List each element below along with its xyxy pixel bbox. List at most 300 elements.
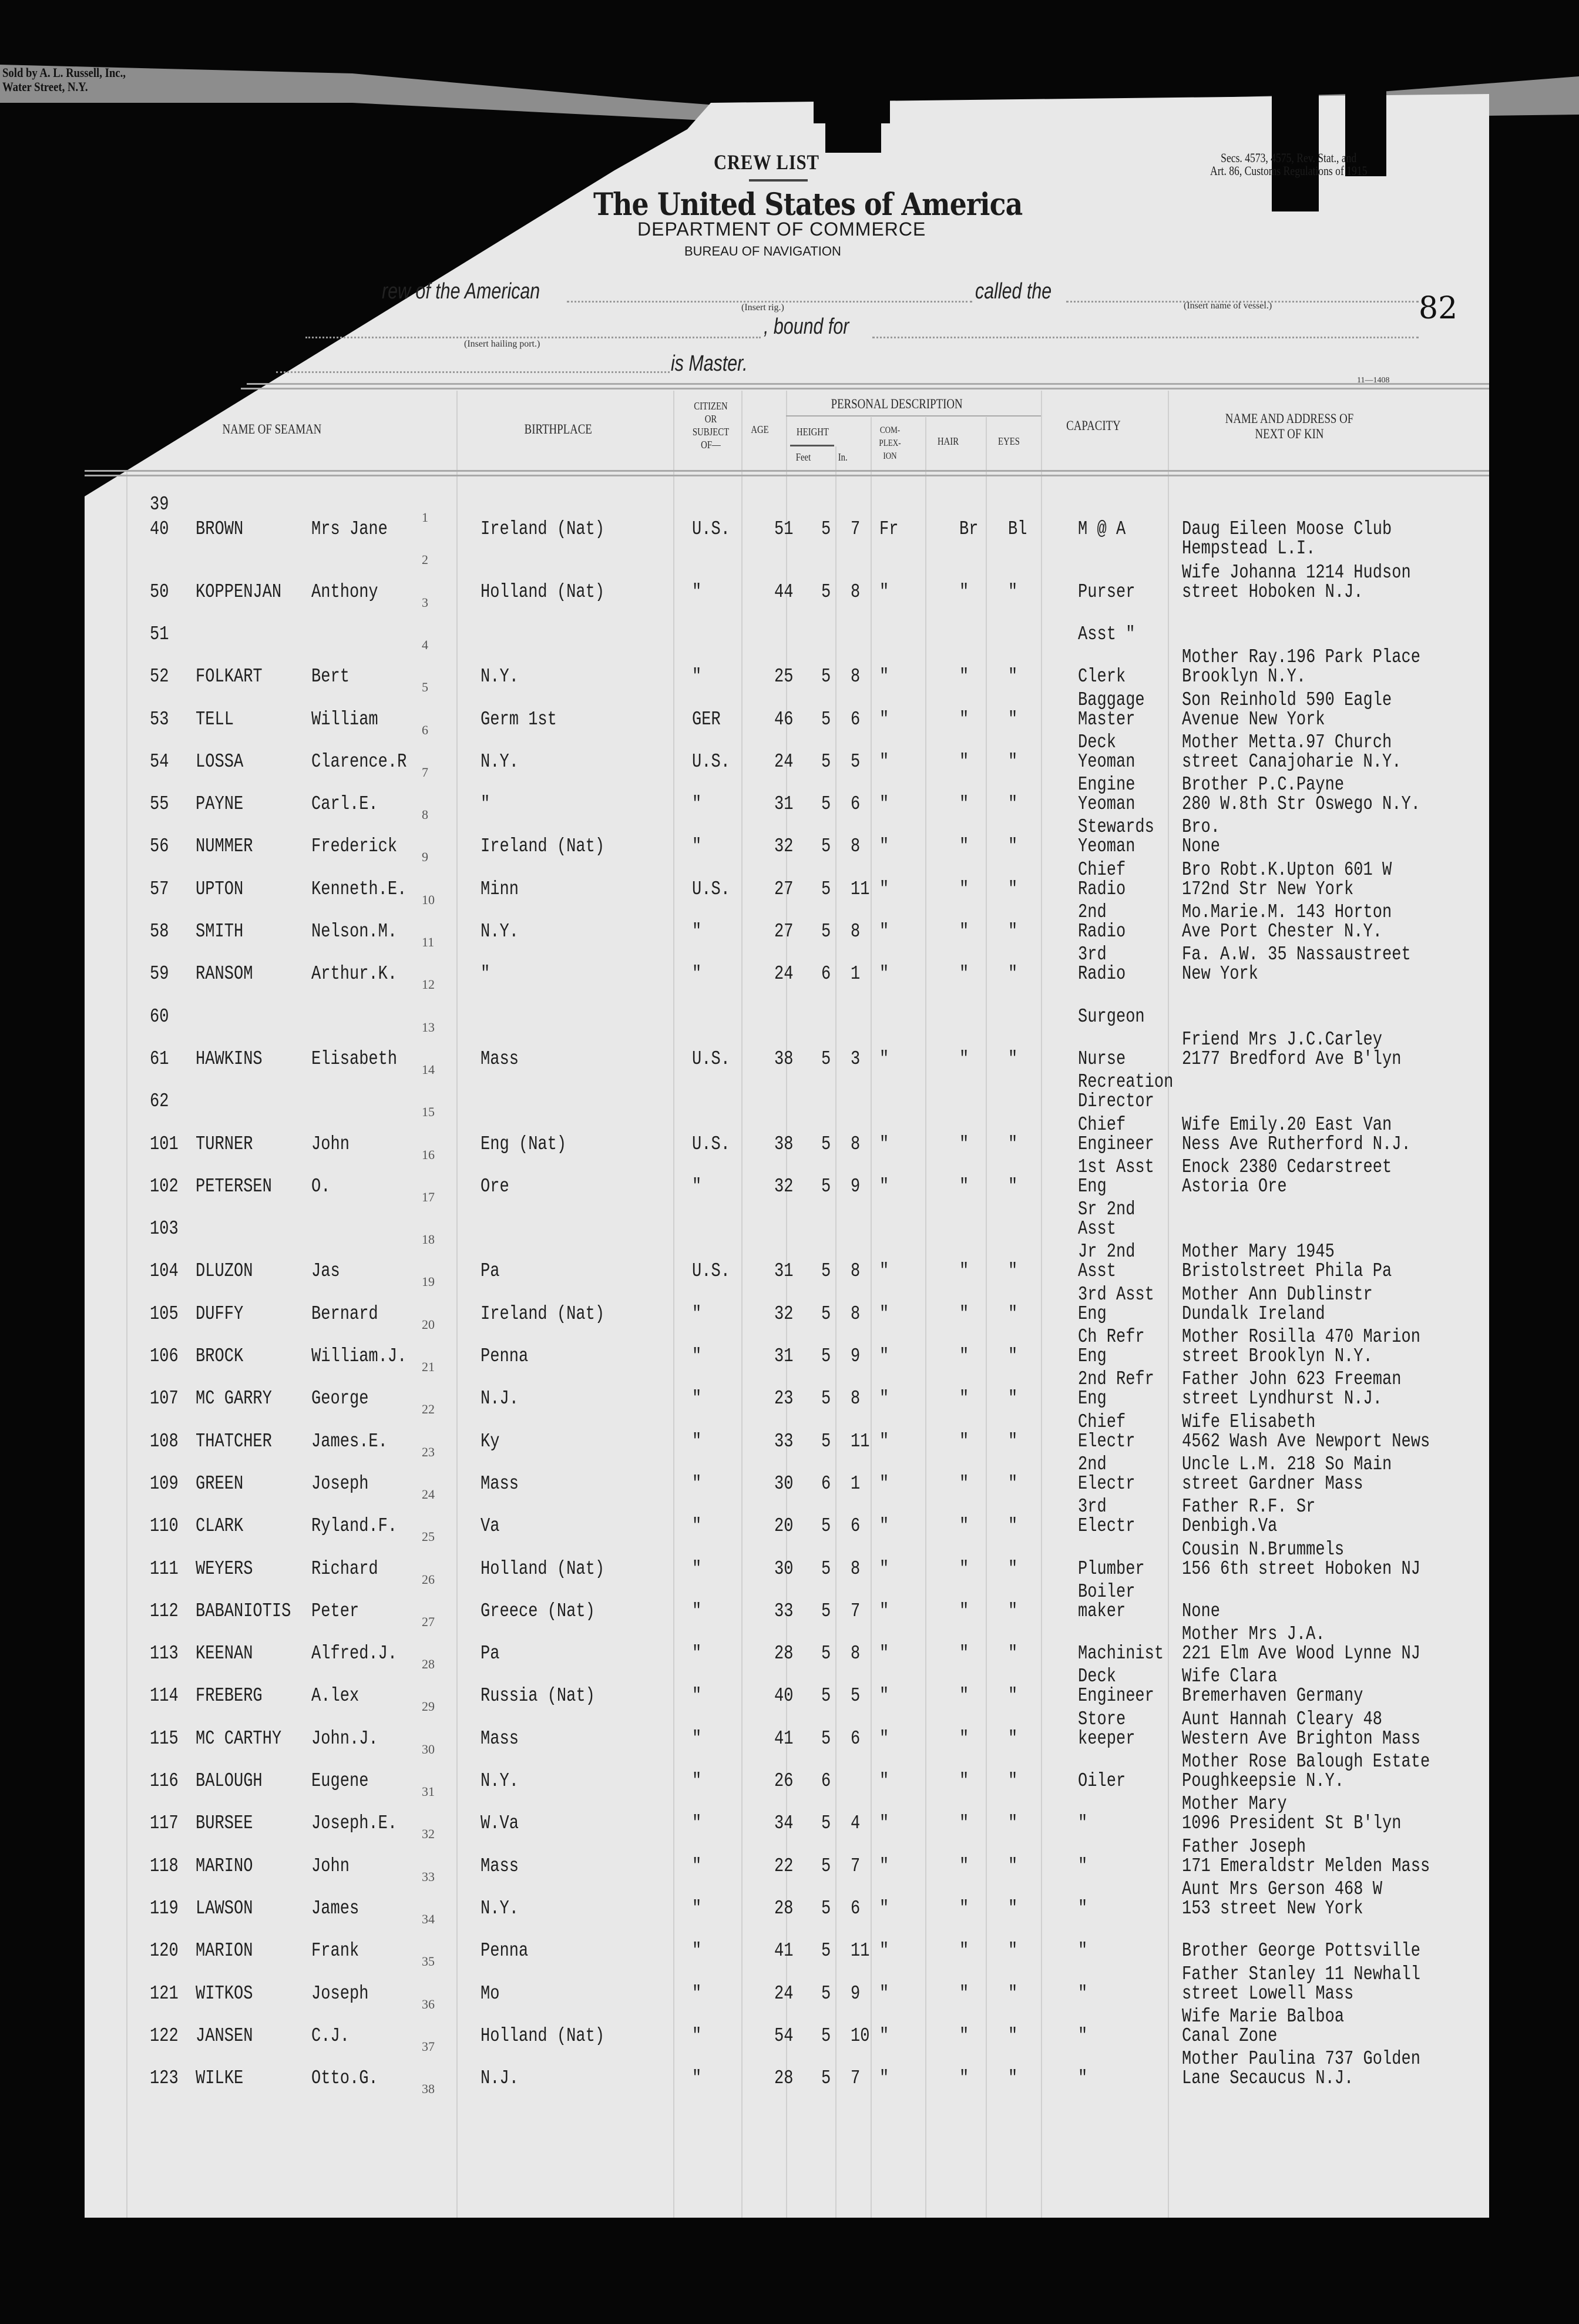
line-number: 17: [422, 1189, 435, 1204]
hair-cell: ": [959, 1812, 969, 1835]
header-bottom-rule: [85, 475, 1489, 476]
next-of-kin-cell: Uncle L.M. 218 So Main: [1182, 1453, 1392, 1475]
page-number: 82: [1419, 291, 1458, 326]
inches-cell: 6: [851, 1897, 861, 1919]
next-of-kin-cell: Aunt Mrs Gerson 468 W: [1182, 1878, 1383, 1900]
next-of-kin-cell: 221 Elm Ave Wood Lynne NJ: [1182, 1643, 1420, 1665]
next-of-kin-cell: 172nd Str New York: [1182, 878, 1354, 900]
complexion-cell: ": [879, 1600, 889, 1622]
capacity-cell: Engineer: [1078, 1685, 1154, 1707]
citizen-cell: GER: [692, 708, 721, 730]
birthplace-cell: Holland (Nat): [481, 2024, 605, 2047]
sequence-number: 107: [150, 1388, 179, 1410]
complexion-cell: ": [879, 666, 889, 688]
personal-description-rule: [786, 415, 1041, 417]
statute-line: Art. 86, Customs Regulations of 1915: [1210, 163, 1368, 178]
hair-cell: ": [959, 1345, 969, 1367]
complexion-cell: ": [879, 1302, 889, 1325]
surname-cell: MC CARTHY: [196, 1727, 282, 1749]
citizen-cell: U.S.: [692, 518, 730, 540]
feet-cell: 5: [821, 580, 831, 603]
eyes-cell: ": [1008, 1175, 1018, 1197]
feet-cell: 5: [821, 2067, 831, 2090]
surname-cell: DUFFY: [196, 1302, 244, 1325]
feet-cell: 5: [821, 1260, 831, 1282]
capacity-cell: Yeoman: [1078, 793, 1135, 815]
capacity-cell: 3rd: [1078, 943, 1107, 966]
capacity-cell: Chief: [1078, 858, 1126, 881]
eyes-cell: ": [1008, 1812, 1018, 1835]
next-of-kin-cell: New York: [1182, 963, 1258, 985]
surname-cell: FREBERG: [196, 1685, 263, 1707]
inches-cell: 7: [851, 1855, 861, 1877]
capacity-cell: Deck: [1078, 731, 1116, 753]
complexion-cell: ": [879, 580, 889, 603]
birthplace-cell: W.Va: [481, 1812, 519, 1835]
given-cell: Joseph.E.: [311, 1812, 398, 1835]
age-cell: 31: [774, 1345, 794, 1367]
next-of-kin-cell: Mother Paulina 737 Golden: [1182, 2048, 1420, 2070]
given-cell: John: [311, 1133, 350, 1155]
given-cell: James.E.: [311, 1430, 388, 1452]
citizen-cell: ": [692, 963, 702, 985]
complexion-cell: Fr: [879, 518, 899, 540]
form-code: 11—1408: [1357, 376, 1390, 385]
capacity-cell: Baggage: [1078, 689, 1145, 711]
next-of-kin-cell: Mother Ann Dublinstr: [1182, 1283, 1373, 1305]
next-of-kin-cell: None: [1182, 835, 1220, 858]
hair-cell: ": [959, 666, 969, 688]
capacity-cell: Engineer: [1078, 1133, 1154, 1155]
next-of-kin-cell: Lane Secaucus N.J.: [1182, 2067, 1354, 2090]
eyes-cell: Bl: [1008, 518, 1027, 540]
next-of-kin-cell: Canal Zone: [1182, 2024, 1278, 2047]
sequence-number: 104: [150, 1260, 179, 1282]
line-number: 7: [422, 764, 428, 780]
citizen-cell: ": [692, 1643, 702, 1665]
birthplace-cell: Ireland (Nat): [481, 835, 605, 858]
eyes-cell: ": [1008, 1940, 1018, 1962]
column-divider: [1168, 391, 1169, 2218]
line-number: 19: [422, 1274, 435, 1289]
sequence-number: 102: [150, 1175, 179, 1197]
surname-cell: PETERSEN: [196, 1175, 272, 1197]
birthplace-cell: Holland (Nat): [481, 1557, 605, 1580]
header-line: SUBJECT: [692, 426, 730, 438]
column-header-hair: HAIR: [937, 435, 959, 447]
hair-cell: ": [959, 1770, 969, 1792]
capacity-cell: Purser: [1078, 580, 1135, 603]
feet-cell: 5: [821, 878, 831, 900]
next-of-kin-cell: 153 street New York: [1182, 1897, 1363, 1919]
surname-cell: GREEN: [196, 1472, 244, 1495]
line-number: 14: [422, 1062, 435, 1077]
complexion-cell: ": [879, 793, 889, 815]
divider: [749, 179, 808, 182]
next-of-kin-cell: Father Joseph: [1182, 1835, 1306, 1858]
line-number: 24: [422, 1486, 435, 1502]
printer-imprint: [2, 66, 126, 94]
birthplace-cell: Ireland (Nat): [481, 1302, 605, 1325]
eyes-cell: ": [1008, 1727, 1018, 1749]
capacity-cell: Asst: [1078, 1218, 1116, 1240]
birthplace-cell: Ky: [481, 1430, 500, 1452]
feet-cell: 5: [821, 1515, 831, 1537]
citizen-cell: U.S.: [692, 1047, 730, 1070]
sequence-number: 53: [150, 708, 169, 730]
next-of-kin-cell: Father John 623 Freeman: [1182, 1368, 1402, 1391]
feet-cell: 5: [821, 1388, 831, 1410]
eyes-cell: ": [1008, 1897, 1018, 1919]
surname-cell: DLUZON: [196, 1260, 253, 1282]
next-of-kin-cell: street Gardner Mass: [1182, 1472, 1363, 1495]
capacity-cell: 3rd: [1078, 1496, 1107, 1518]
complexion-cell: ": [879, 1430, 889, 1452]
eyes-cell: ": [1008, 1302, 1018, 1325]
eyes-cell: ": [1008, 1133, 1018, 1155]
complexion-cell: ": [879, 2024, 889, 2047]
inches-cell: 8: [851, 580, 861, 603]
hair-cell: ": [959, 750, 969, 773]
next-of-kin-cell: Bro Robt.K.Upton 601 W: [1182, 858, 1392, 881]
sequence-number: 114: [150, 1685, 179, 1707]
header-line: NEXT OF KIN: [1255, 426, 1324, 441]
next-of-kin-cell: street Lyndhurst N.J.: [1182, 1388, 1383, 1410]
citizen-cell: ": [692, 1515, 702, 1537]
citizen-cell: ": [692, 1727, 702, 1749]
citizen-cell: U.S.: [692, 1133, 730, 1155]
surname-cell: WEYERS: [196, 1557, 253, 1580]
next-of-kin-cell: Wife Elisabeth: [1182, 1410, 1316, 1433]
complexion-cell: ": [879, 1770, 889, 1792]
complexion-cell: ": [879, 1515, 889, 1537]
birthplace-cell: N.Y.: [481, 1897, 519, 1919]
next-of-kin-cell: Father R.F. Sr: [1182, 1496, 1316, 1518]
capacity-cell: 2nd: [1078, 901, 1107, 923]
crew-of-label: rew of the American: [382, 279, 540, 304]
given-cell: Joseph: [311, 1982, 369, 2004]
hair-cell: ": [959, 2024, 969, 2047]
birthplace-cell: Ore: [481, 1175, 509, 1197]
header-line: PLEX-: [879, 438, 901, 448]
next-of-kin-cell: 280 W.8th Str Oswego N.Y.: [1182, 793, 1420, 815]
line-number: 21: [422, 1359, 435, 1374]
surname-cell: KOPPENJAN: [196, 580, 282, 603]
birthplace-cell: Va: [481, 1515, 500, 1537]
given-cell: O.: [311, 1175, 331, 1197]
inches-cell: 6: [851, 708, 861, 730]
given-cell: Otto.G.: [311, 2067, 378, 2090]
eyes-cell: ": [1008, 2067, 1018, 2090]
header-line: OR: [704, 413, 717, 425]
line-number: 2: [422, 552, 428, 567]
feet-cell: 5: [821, 1855, 831, 1877]
hair-cell: ": [959, 1727, 969, 1749]
citizen-cell: ": [692, 1557, 702, 1580]
citizen-cell: ": [692, 1940, 702, 1962]
capacity-cell: Surgeon: [1078, 1005, 1145, 1027]
column-header-personal-description: PERSONAL DESCRIPTION: [831, 397, 963, 411]
surname-cell: KEENAN: [196, 1643, 253, 1665]
given-cell: Arthur.K.: [311, 963, 398, 985]
complexion-cell: ": [879, 1897, 889, 1919]
complexion-cell: ": [879, 708, 889, 730]
next-of-kin-cell: 1096 President St B'lyn: [1182, 1812, 1402, 1835]
birthplace-cell: Holland (Nat): [481, 580, 605, 603]
eyes-cell: ": [1008, 750, 1018, 773]
hair-cell: ": [959, 1643, 969, 1665]
complexion-cell: ": [879, 750, 889, 773]
capacity-cell: Deck: [1078, 1665, 1116, 1688]
feet-cell: 5: [821, 1345, 831, 1367]
sequence-number: 116: [150, 1770, 179, 1792]
eyes-cell: ": [1008, 708, 1018, 730]
capacity-cell: Radio: [1078, 921, 1126, 942]
capacity-cell: ": [1078, 1855, 1088, 1877]
inches-cell: 1: [851, 1472, 861, 1495]
hailing-port-field: [305, 337, 761, 338]
sequence-number: 57: [150, 878, 169, 900]
header-line: OF—: [701, 439, 721, 451]
sequence-number: 39: [150, 493, 169, 515]
capacity-cell: Eng: [1078, 1345, 1107, 1367]
eyes-cell: ": [1008, 1855, 1018, 1877]
age-cell: 41: [774, 1727, 794, 1749]
capacity-cell: Eng: [1078, 1302, 1107, 1325]
eyes-cell: ": [1008, 1770, 1018, 1792]
column-header-next-of-kin: [1210, 411, 1369, 442]
inches-cell: 8: [851, 1643, 861, 1665]
complexion-cell: ": [879, 878, 889, 900]
age-cell: 38: [774, 1047, 794, 1070]
age-cell: 27: [774, 878, 794, 900]
citizen-cell: ": [692, 1302, 702, 1325]
citizen-cell: ": [692, 1812, 702, 1835]
capacity-cell: Asst ": [1078, 623, 1135, 645]
next-of-kin-cell: Mother Metta.97 Church: [1182, 731, 1392, 753]
citizen-cell: ": [692, 921, 702, 942]
surname-cell: MARION: [196, 1940, 253, 1962]
complexion-cell: ": [879, 963, 889, 985]
feet-cell: 5: [821, 666, 831, 688]
complexion-cell: ": [879, 1175, 889, 1197]
given-cell: Carl.E.: [311, 793, 378, 815]
next-of-kin-cell: Dundalk Ireland: [1182, 1302, 1325, 1325]
feet-cell: 5: [821, 1812, 831, 1835]
hair-cell: ": [959, 1388, 969, 1410]
line-number: 38: [422, 2081, 435, 2097]
complexion-cell: ": [879, 1727, 889, 1749]
capacity-cell: ": [1078, 1982, 1088, 2004]
inches-cell: 7: [851, 1600, 861, 1622]
country-title: The United States of America: [593, 187, 1023, 223]
given-cell: A.lex: [311, 1685, 360, 1707]
complexion-cell: ": [879, 1982, 889, 2004]
citizen-cell: ": [692, 1685, 702, 1707]
line-number: 36: [422, 1996, 435, 2011]
eyes-cell: ": [1008, 1685, 1018, 1707]
column-divider: [741, 391, 743, 2218]
inches-cell: 8: [851, 1302, 861, 1325]
birthplace-cell: N.Y.: [481, 921, 519, 942]
inches-cell: 6: [851, 793, 861, 815]
hair-cell: ": [959, 1515, 969, 1537]
header-line: CITIZEN: [694, 400, 728, 412]
column-divider: [986, 417, 987, 2218]
next-of-kin-cell: Mother Rosilla 470 Marion: [1182, 1326, 1420, 1348]
birthplace-cell: N.J.: [481, 2067, 519, 2090]
line-number: 30: [422, 1741, 435, 1757]
capacity-cell: Jr 2nd: [1078, 1241, 1135, 1263]
sequence-number: 62: [150, 1090, 169, 1113]
eyes-cell: ": [1008, 2024, 1018, 2047]
eyes-cell: ": [1008, 793, 1018, 815]
citizen-cell: ": [692, 1472, 702, 1495]
capacity-cell: Clerk: [1078, 666, 1126, 688]
age-cell: 24: [774, 1982, 794, 2004]
surname-cell: UPTON: [196, 878, 244, 900]
age-cell: 28: [774, 1643, 794, 1665]
line-number: 28: [422, 1657, 435, 1672]
age-cell: 34: [774, 1812, 794, 1835]
capacity-cell: Radio: [1078, 963, 1126, 985]
next-of-kin-cell: Poughkeepsie N.Y.: [1182, 1770, 1345, 1792]
line-number: 23: [422, 1444, 435, 1459]
surname-cell: BROCK: [196, 1345, 244, 1367]
bureau-title: BUREAU OF NAVIGATION: [684, 244, 841, 258]
surname-cell: TURNER: [196, 1133, 253, 1155]
feet-cell: 5: [821, 1302, 831, 1325]
complexion-cell: ": [879, 2067, 889, 2090]
age-cell: 28: [774, 1897, 794, 1919]
complexion-cell: ": [879, 1557, 889, 1580]
line-number: 15: [422, 1104, 435, 1120]
citizen-cell: ": [692, 1345, 702, 1367]
next-of-kin-cell: Bremerhaven Germany: [1182, 1685, 1363, 1707]
surname-cell: BROWN: [196, 518, 244, 540]
complexion-cell: ": [879, 1047, 889, 1070]
next-of-kin-cell: Mother Mrs J.A.: [1182, 1623, 1325, 1645]
capacity-cell: ": [1078, 2024, 1088, 2047]
complexion-cell: ": [879, 1345, 889, 1367]
capacity-cell: Yeoman: [1078, 750, 1135, 773]
birthplace-cell: Minn: [481, 878, 519, 900]
next-of-kin-cell: 4562 Wash Ave Newport News: [1182, 1430, 1430, 1452]
line-number: 16: [422, 1147, 435, 1162]
capacity-cell: Asst: [1078, 1260, 1116, 1282]
age-cell: 41: [774, 1940, 794, 1962]
feet-cell: 5: [821, 2024, 831, 2047]
hair-cell: ": [959, 1430, 969, 1452]
sequence-number: 56: [150, 835, 169, 858]
sequence-number: 103: [150, 1218, 179, 1240]
next-of-kin-cell: None: [1182, 1600, 1220, 1622]
capacity-cell: Yeoman: [1078, 835, 1135, 858]
surname-cell: BALOUGH: [196, 1770, 263, 1792]
next-of-kin-cell: street Canajoharie N.Y.: [1182, 750, 1402, 773]
eyes-cell: ": [1008, 1345, 1018, 1367]
column-divider: [835, 446, 836, 2218]
age-cell: 23: [774, 1388, 794, 1410]
complexion-cell: ": [879, 1260, 889, 1282]
birthplace-cell: Mo: [481, 1982, 500, 2004]
hair-cell: ": [959, 1940, 969, 1962]
inches-cell: 8: [851, 1133, 861, 1155]
next-of-kin-cell: Son Reinhold 590 Eagle: [1182, 689, 1392, 711]
complexion-cell: ": [879, 1940, 889, 1962]
next-of-kin-cell: Avenue New York: [1182, 708, 1325, 730]
birthplace-cell: Eng (Nat): [481, 1133, 567, 1155]
age-cell: 40: [774, 1685, 794, 1707]
inches-cell: 7: [851, 2067, 861, 2090]
inches-cell: 5: [851, 1685, 861, 1707]
complexion-cell: ": [879, 1388, 889, 1410]
birthplace-cell: Russia (Nat): [481, 1685, 595, 1707]
hair-cell: ": [959, 1897, 969, 1919]
line-number: 3: [422, 595, 428, 610]
sequence-number: 108: [150, 1430, 179, 1452]
feet-cell: 5: [821, 708, 831, 730]
header-line: ION: [883, 451, 897, 461]
sequence-number: 50: [150, 580, 169, 603]
feet-cell: 5: [821, 518, 831, 540]
capacity-cell: Nurse: [1078, 1047, 1126, 1070]
surname-cell: CLARK: [196, 1515, 244, 1537]
citizen-cell: ": [692, 580, 702, 603]
capacity-cell: Stewards: [1078, 816, 1154, 838]
header-top-rule: [247, 383, 1489, 385]
inches-cell: 8: [851, 1388, 861, 1410]
sequence-number: 109: [150, 1472, 179, 1495]
inches-cell: 11: [851, 1940, 870, 1962]
inches-cell: 11: [851, 878, 870, 900]
sequence-number: 52: [150, 666, 169, 688]
sequence-number: 61: [150, 1047, 169, 1070]
age-cell: 32: [774, 1302, 794, 1325]
line-number: 29: [422, 1699, 435, 1714]
inches-cell: 9: [851, 1175, 861, 1197]
next-of-kin-cell: Astoria Ore: [1182, 1175, 1287, 1197]
given-cell: James: [311, 1897, 360, 1919]
next-of-kin-cell: Bristolstreet Phila Pa: [1182, 1260, 1392, 1282]
capacity-cell: Electr: [1078, 1430, 1135, 1452]
citizen-cell: ": [692, 1982, 702, 2004]
next-of-kin-cell: Wife Emily.20 East Van: [1182, 1113, 1392, 1136]
sequence-number: 54: [150, 750, 169, 773]
surname-cell: WILKE: [196, 2067, 244, 2090]
capacity-cell: ": [1078, 1940, 1088, 1962]
eyes-cell: ": [1008, 1643, 1018, 1665]
hair-cell: ": [959, 963, 969, 985]
age-cell: 31: [774, 793, 794, 815]
column-header-citizen: [689, 399, 733, 451]
line-number: 31: [422, 1784, 435, 1799]
line-number: 11: [422, 935, 435, 949]
inches-cell: 4: [851, 1812, 861, 1835]
capacity-cell: Radio: [1078, 878, 1126, 900]
line-number: 13: [422, 1019, 435, 1035]
header-top-rule: [241, 388, 1489, 389]
given-cell: Alfred.J.: [311, 1643, 398, 1665]
next-of-kin-cell: street Lowell Mass: [1182, 1982, 1354, 2004]
age-cell: 38: [774, 1133, 794, 1155]
next-of-kin-cell: Ave Port Chester N.Y.: [1182, 921, 1383, 942]
age-cell: 32: [774, 1175, 794, 1197]
given-cell: Joseph: [311, 1472, 369, 1495]
insert-vessel-hint: (Insert name of vessel.): [1184, 301, 1272, 311]
given-cell: Richard: [311, 1557, 378, 1580]
eyes-cell: ": [1008, 1982, 1018, 2004]
